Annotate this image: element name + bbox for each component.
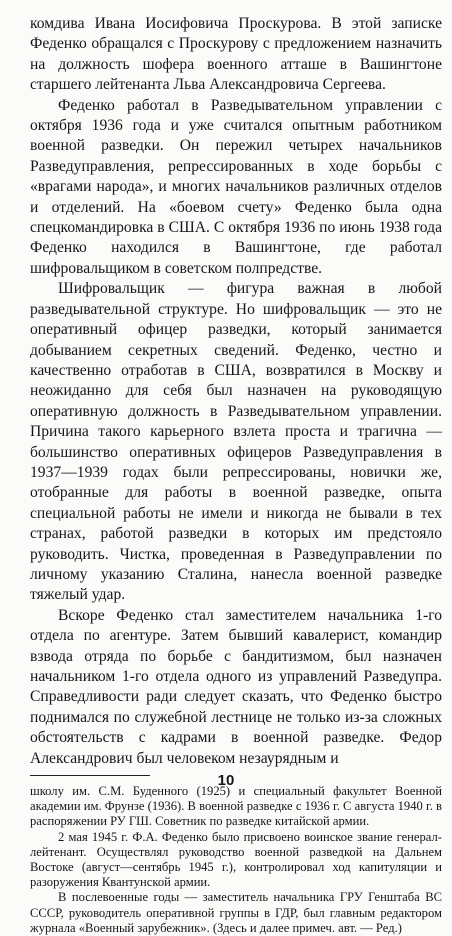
paragraph-3: Шифровальщик — фигура важная в любой разведывательной структуре. Но шифровальщик — это не оперативный офицер разведки, который занимается добыванием секретных сведений. Феденко, честно и качественно отработав в США, возвратился в Москву и неожиданно для себя был назначен на руководящую оперативную должность в Разведывательном управлении. Причина такого карьерного взлета проста и трагична — большинство оперативных офицеров Разведуправления в 1937—1939 годах были репрессированы, новички же, отобранные для работы в военной разведке, опыта специальной работы не имели и никогда не бывали в тех странах, работой разведки в которых им предстояло руководить. Чистка, проведенная в Разведуправлении по личному указанию Сталина, нанесла военной разведке тяжелый удар. [30, 280, 442, 604]
footnote-2: 2 мая 1945 г. Ф.А. Феденко было присвоено воинское звание генерал-лейтенант. Осуществлял руководство военной разведкой на Дальнем Востоке (август—сентябрь 1945 г.), контролировал ход капитуляции и разоружения Квантунской армии. [30, 829, 442, 890]
footnote-1: школу им. С.М. Буденного (1925) и специальный факультет Военной академии им. Фрунзе (1936). В военной разведке с 1936 г. С августа 1940 г. в распоряжении РУ ГШ. Советник по разведке китайской армии. [30, 784, 442, 829]
paragraph-1: комдива Ивана Иосифовича Проскурова. В этой записке Феденко обращался с Проскурову с предложением назначить на должность шофера военного атташе в Вашингтоне старшего лейтенанта Льва Александровича Сергеева. [30, 15, 442, 94]
footnote-3: В послевоенные годы — заместитель начальника ГРУ Генштаба ВС СССР, руководитель оперативной группы в ГДР, был главным редактором журнала «Военный зарубежник». (Здесь и далее примеч. авт. — Ред.) [30, 890, 442, 935]
page-number: 10 [217, 772, 235, 789]
paragraph-4: Вскоре Феденко стал заместителем начальника 1-го отдела по агентуре. Затем бывший кавалерист, командир взвода отряда по борьбе с бандитизмом, был назначен начальником 1-го отдела одного из управлений Разведупра. Справедливости ради следует сказать, что Феденко быстро поднимался по служебной лестнице не только из-за сложных обстоятельств с кадрами в военной разведке. Федор Александрович был человеком незаурядным и [30, 606, 442, 767]
main-text [30, 14, 442, 769]
footnotes [30, 784, 442, 936]
paragraph-2: Феденко работал в Разведывательном управлении с октября 1936 года и уже считался опытным работником военной разведки. Он пережил четырех начальников Разведуправления, репрессированных в ходе борьбы с «врагами народа», и многих начальников различных отделов и отделений. На «боевом счету» Феденко была одна спецкомандировка в США. С октября 1936 по июнь 1938 года Феденко находился в Вашингтоне, где работал шифровальщиком в советском полпредстве. [30, 96, 442, 277]
book-page [30, 14, 442, 936]
